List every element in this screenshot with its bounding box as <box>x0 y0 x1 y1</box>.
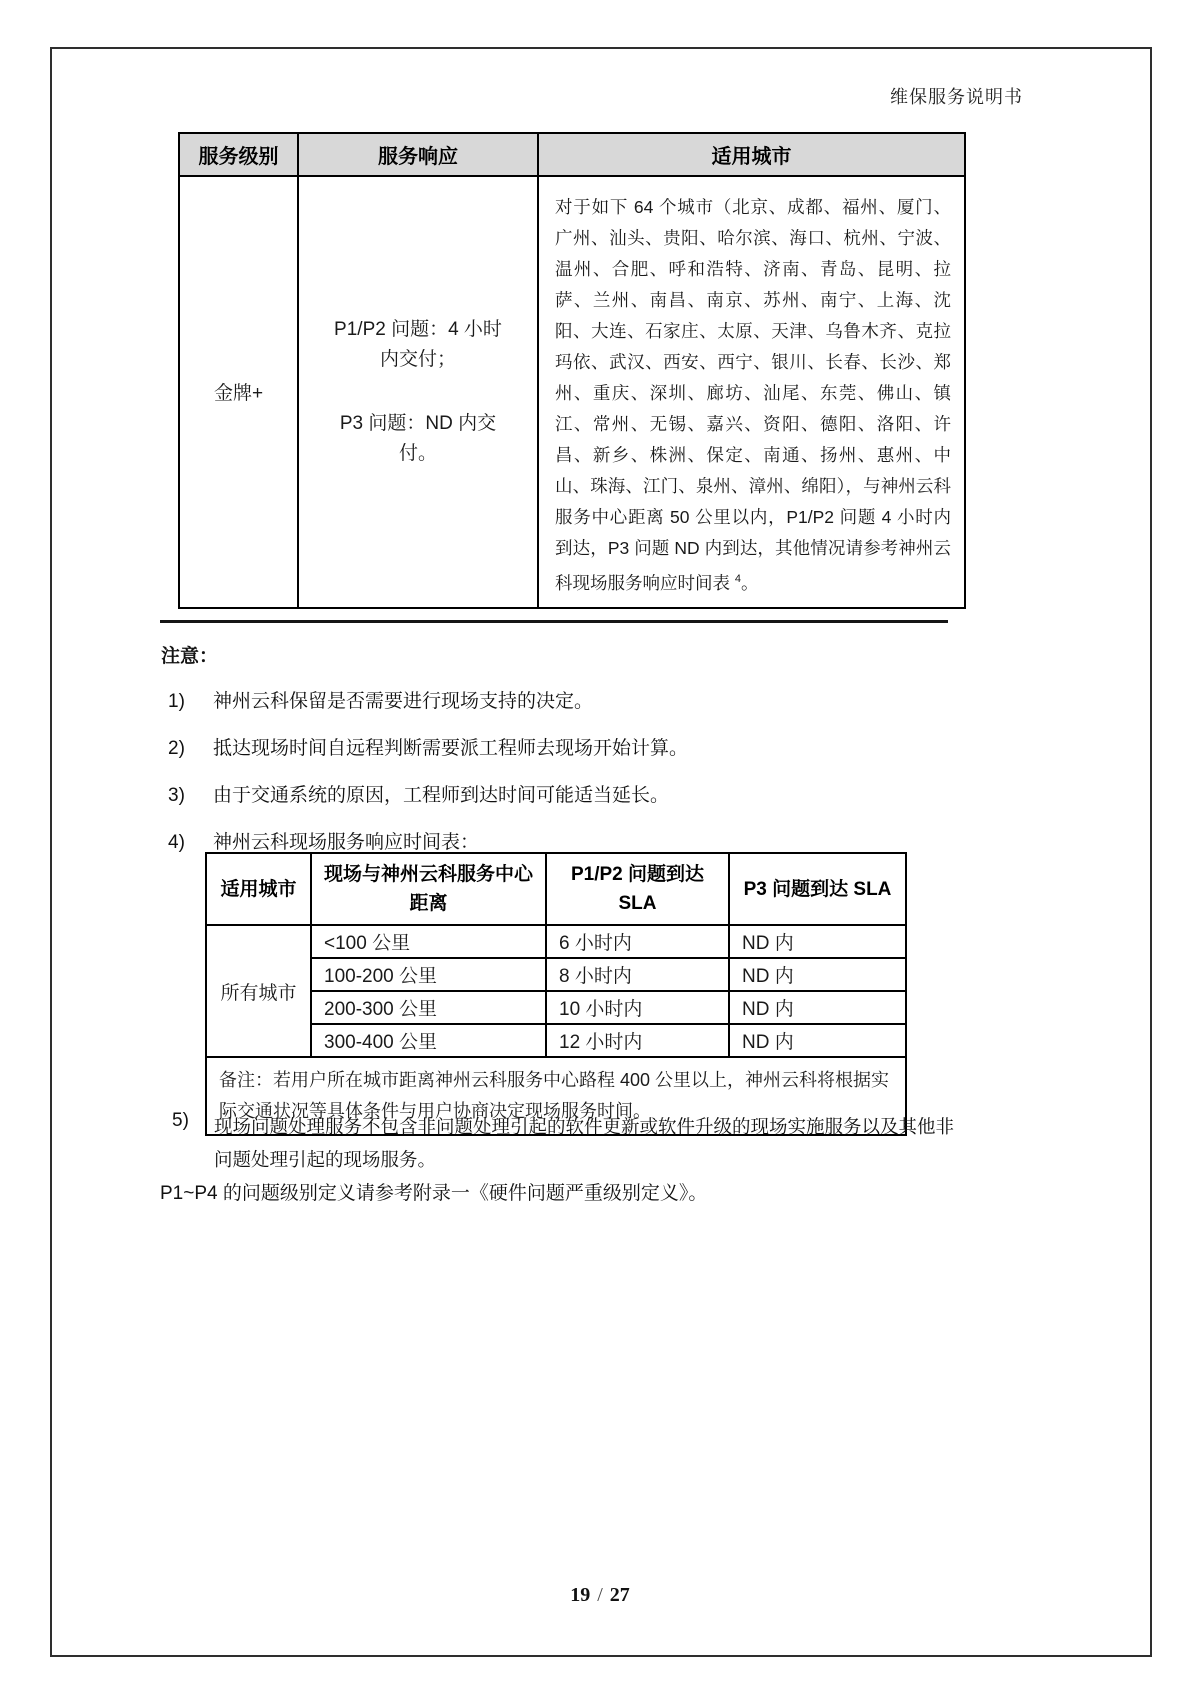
note-text: 抵达现场时间自远程判断需要派工程师去现场开始计算。 <box>213 738 689 759</box>
note-text: 由于交通系统的原因，工程师到达时间可能适当延长。 <box>213 785 670 806</box>
cities-period: 。 <box>741 572 759 593</box>
table-row <box>206 991 906 1024</box>
page-footer <box>0 1584 1200 1607</box>
p3-sla-cell: ND 内 <box>729 958 906 991</box>
distance-cell: 100-200 公里 <box>311 958 546 991</box>
p12-sla-cell: 12 小时内 <box>546 1024 729 1057</box>
service-level-table <box>178 132 966 609</box>
note-number: 1) <box>168 691 185 712</box>
section-divider-rule <box>160 620 948 623</box>
t1-header-service-response: 服务响应 <box>298 133 538 176</box>
p12-sla-cell: 6 小时内 <box>546 925 729 958</box>
service-response-cell <box>298 176 538 608</box>
response-line-1: P1/P2 问题：4 小时内交付； <box>334 318 502 370</box>
p3-sla-cell: ND 内 <box>729 1024 906 1057</box>
cities-text: 对于如下 64 个城市（北京、成都、福州、厦门、广州、汕头、贵阳、哈尔滨、海口、杭州、宁波、温州、合肥、呼和浩特、济南、青岛、昆明、拉萨、兰州、南昌、南京、苏州、南宁、上海、沈阳、大连、石家庄、太原、天津、乌鲁木齐、克拉玛依、武汉、西安、西宁、银川、长春、长沙、郑州、重庆、深圳、廊坊、汕尾、东莞、佛山、镇江、常州、无锡、嘉兴、资阳、德阳、洛阳、许昌、新乡、株洲、保定、南通、扬州、惠州、中山、珠海、江门、泉州、漳州、绵阳），与神州云科服务中心距离 50 公里以内，P1/P2 问题 4 小时内到达，P3 问题 ND 内到达，其他情况请参考神州云科现场服务响应时间表 <box>555 197 951 593</box>
response-time-table <box>205 852 907 1136</box>
note-text: 神州云科现场服务响应时间表： <box>213 832 480 853</box>
p1p4-definition-note: P1~P4 的问题级别定义请参考附录一《硬件问题严重级别定义》。 <box>160 1183 708 1204</box>
table-row <box>206 1024 906 1057</box>
table-row <box>206 958 906 991</box>
note-number: 3) <box>168 785 185 806</box>
city-scope-cell: 所有城市 <box>206 925 311 1057</box>
note-number: 4) <box>168 832 185 853</box>
response-line-2: P3 问题：ND 内交付。 <box>339 412 497 464</box>
service-level-cell: 金牌+ <box>179 176 298 608</box>
note-item-5-text: 现场问题处理服务不包含非问题处理引起的软件更新或软件升级的现场实施服务以及其他非问题处理引起的现场服务。 <box>214 1116 955 1170</box>
page-number-current: 19 <box>570 1584 591 1606</box>
note-item-1 <box>168 686 593 713</box>
t1-header-applicable-cities: 适用城市 <box>538 133 965 176</box>
note-text: 神州云科保留是否需要进行现场支持的决定。 <box>213 691 594 712</box>
footnote-ref: 4 <box>734 573 741 585</box>
t2-header-p12-sla: P1/P2 问题到达 SLA <box>546 853 729 925</box>
distance-cell: 300-400 公里 <box>311 1024 546 1057</box>
applicable-cities-cell <box>538 176 965 608</box>
t2-header-city: 适用城市 <box>206 853 311 925</box>
note-item-4 <box>168 827 479 854</box>
p3-sla-cell: ND 内 <box>729 991 906 1024</box>
p3-sla-cell: ND 内 <box>729 925 906 958</box>
distance-cell: 200-300 公里 <box>311 991 546 1024</box>
note-item-5-number: 5) <box>172 1110 189 1131</box>
response-time-header-row <box>206 853 906 925</box>
service-table-row <box>179 176 965 608</box>
doc-header-title: 维保服务说明书 <box>890 87 1023 107</box>
t1-header-service-level: 服务级别 <box>179 133 298 176</box>
page-number-separator: / <box>597 1584 603 1606</box>
note-item-2 <box>168 733 688 760</box>
page-number-total: 27 <box>609 1584 630 1606</box>
t2-header-p3-sla: P3 问题到达 SLA <box>729 853 906 925</box>
note-item-3 <box>168 780 669 807</box>
table-row <box>206 925 906 958</box>
notice-heading: 注意： <box>161 646 219 667</box>
p12-sla-cell: 10 小时内 <box>546 991 729 1024</box>
note-number: 2) <box>168 738 185 759</box>
service-table-header-row <box>179 133 965 176</box>
distance-cell: <100 公里 <box>311 925 546 958</box>
t2-header-distance: 现场与神州云科服务中心距离 <box>311 853 546 925</box>
remark-cell: 备注：若用户所在城市距离神州云科服务中心路程 400 公里以上，神州云科将根据实际交通状况等具体条件与用户协商决定现场服务时间。 <box>206 1057 906 1135</box>
p12-sla-cell: 8 小时内 <box>546 958 729 991</box>
